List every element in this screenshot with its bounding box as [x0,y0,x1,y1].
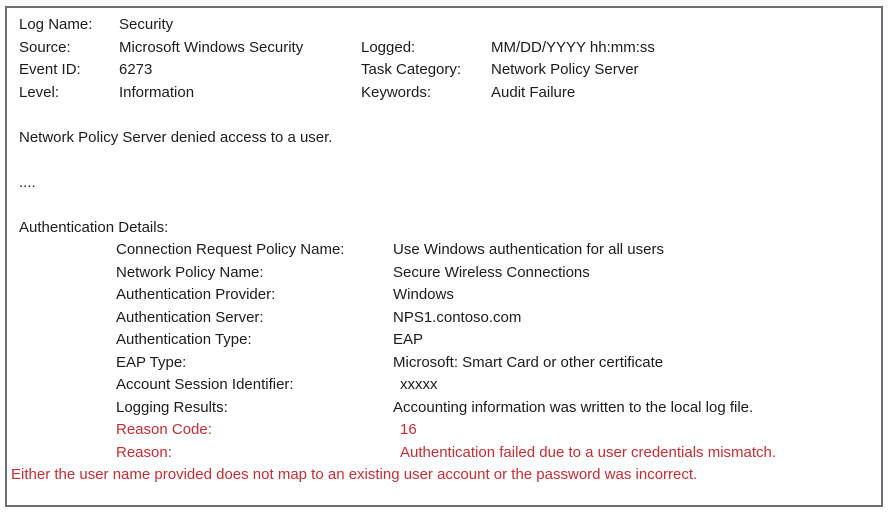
ellipsis-text: .... [19,173,36,191]
logged-label: Logged: [361,38,416,56]
detail-row-connection-request-policy [116,239,873,262]
detail-value: Microsoft: Smart Card or other certificate [393,353,664,371]
reason-code-label: Reason Code: [116,421,212,438]
detail-value: Secure Wireless Connections [393,263,590,281]
keywords-label: Keywords: [361,83,432,101]
reason-footer-note: Either the user name provided does not map to an existing user account or the password was incorrect. [11,466,698,483]
detail-label: Authentication Provider: [116,286,276,303]
task-category-value: Network Policy Server [491,61,639,78]
source-value: Microsoft Windows Security [119,38,304,56]
spacer [19,149,873,172]
log-name-value: Security [119,16,174,33]
event-description: Network Policy Server denied access to a user. [19,128,333,146]
detail-row-reason [116,442,873,465]
logged-value: MM/DD/YYYY hh:mm:ss [491,38,655,56]
detail-row-logging-results [116,397,873,420]
auth-details-title: Authentication Details: [19,218,169,236]
header-spacer [491,14,873,37]
reason-code-value: 16 [400,421,417,438]
level-label: Level: [19,83,60,101]
detail-label: Connection Request Policy Name: [116,241,345,258]
detail-label: Authentication Type: [116,331,252,348]
event-details-panel [5,6,883,507]
detail-label: Account Session Identifier: [116,376,294,393]
level-value: Information [119,83,195,101]
log-name-label: Log Name: [19,16,93,33]
source-label: Source: [19,38,71,56]
detail-row-eap-type [116,352,873,375]
detail-row-authentication-server [116,307,873,330]
detail-value: Use Windows authentication for all users [393,241,664,258]
header-row-source [19,37,873,60]
reason-label: Reason: [116,443,172,461]
detail-value: EAP [393,331,424,348]
detail-label: Logging Results: [116,398,228,416]
spacer [19,194,873,217]
auth-details-list [116,239,873,464]
detail-row-authentication-provider [116,284,873,307]
detail-label: Network Policy Name: [116,263,264,281]
detail-row-reason-code [116,419,873,442]
task-category-label: Task Category: [361,61,462,78]
spacer [19,104,873,127]
keywords-value: Audit Failure [491,83,576,101]
detail-value: Windows [393,286,454,303]
header-row-log-name [19,14,873,37]
event-id-value: 6273 [119,61,153,78]
event-header [19,14,873,104]
header-row-event-id [19,59,873,82]
detail-row-authentication-type [116,329,873,352]
detail-label: EAP Type: [116,353,187,371]
reason-value: Authentication failed due to a user credentials mismatch. [400,443,777,461]
detail-value: Accounting information was written to the local log file. [393,398,754,416]
detail-value: NPS1.contoso.com [393,308,522,326]
detail-row-account-session-identifier [116,374,873,397]
detail-value: xxxxx [400,376,438,393]
header-spacer [361,14,491,37]
event-id-label: Event ID: [19,61,81,78]
detail-row-network-policy-name [116,262,873,285]
detail-label: Authentication Server: [116,308,264,326]
header-row-level [19,82,873,105]
